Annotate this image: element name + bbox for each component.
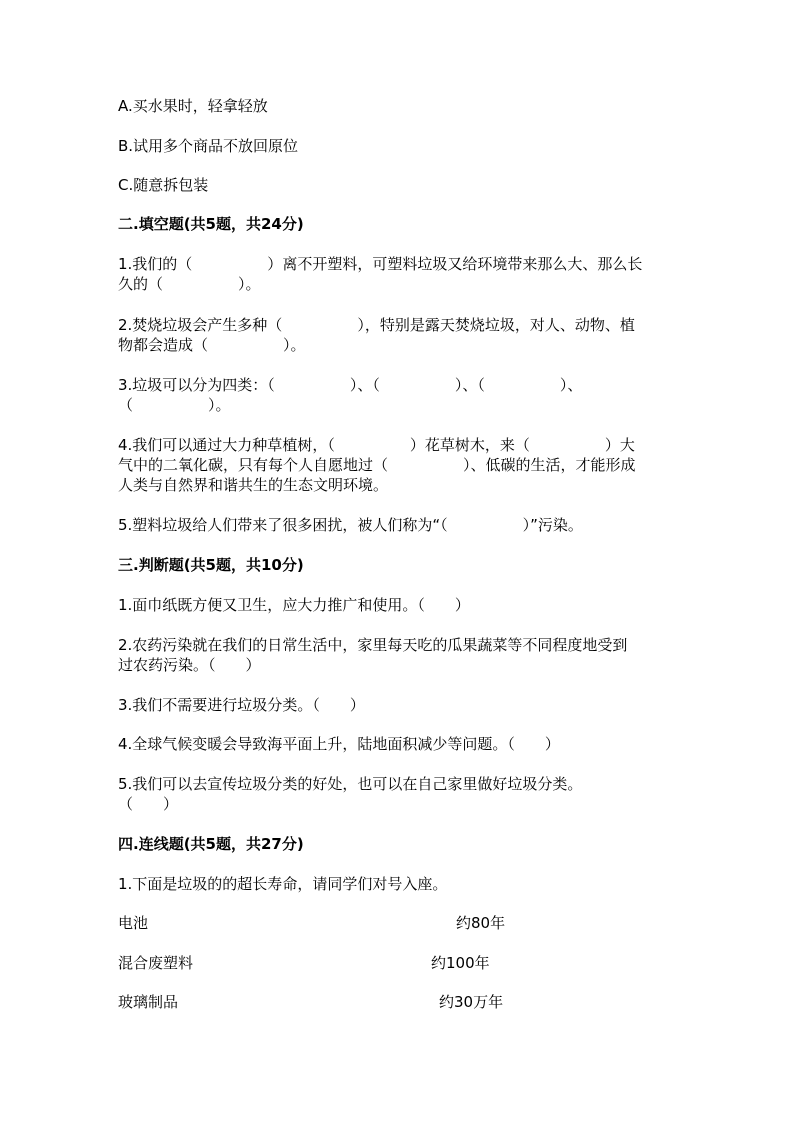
tf-question-3-line-1: 3.我们不需要进行垃圾分类。（ ） xyxy=(118,696,365,714)
tf-question-2-line-2: 过农药污染。（ ） xyxy=(118,656,261,674)
fill-question-1-line-2: 久的（ ）。 xyxy=(118,275,261,293)
option-a: A.买水果时，轻拿轻放 xyxy=(118,97,268,115)
matching-question-1: 1.下面是垃圾的的超长寿命，请同学们对号入座。 xyxy=(118,875,448,893)
matching-item-left: 玻璃制品 xyxy=(118,993,179,1011)
section-heading-fill-blank: 二.填空题(共5题，共24分) xyxy=(118,215,304,233)
option-b: B.试用多个商品不放回原位 xyxy=(118,137,299,155)
section-heading-matching: 四.连线题(共5题，共27分) xyxy=(118,835,304,853)
fill-question-2-line-1: 2.焚烧垃圾会产生多种（ ），特别是露天焚烧垃圾，对人、动物、植 xyxy=(118,316,635,334)
fill-question-2-line-2: 物都会造成（ ）。 xyxy=(118,336,306,354)
tf-question-4-line-1: 4.全球气候变暖会导致海平面上升，陆地面积减少等问题。（ ） xyxy=(118,735,560,753)
matching-item-right: 约100年 xyxy=(431,954,490,972)
matching-item-left: 混合废塑料 xyxy=(118,954,194,972)
fill-question-4-line-1: 4.我们可以通过大力种草植树，（ ）花草树木，来（ ）大 xyxy=(118,436,635,454)
tf-question-1-line-1: 1.面巾纸既方便又卫生，应大力推广和使用。（ ） xyxy=(118,596,470,614)
tf-question-2-line-1: 2.农药污染就在我们的日常生活中，家里每天吃的瓜果蔬菜等不同程度地受到 xyxy=(118,636,628,654)
fill-question-3-line-1: 3.垃圾可以分为四类：（ ）、（ ）、（ ）、 xyxy=(118,376,583,394)
fill-question-4-line-2: 气中的二氧化碳，只有每个人自愿地过（ ）、低碳的生活，才能形成 xyxy=(118,456,636,474)
fill-question-4-line-3: 人类与自然界和谐共生的生态文明环境。 xyxy=(118,476,389,494)
matching-row-3 xyxy=(118,992,678,1012)
option-c: C.随意拆包装 xyxy=(118,176,209,194)
matching-item-left: 电池 xyxy=(118,914,149,932)
matching-row-1 xyxy=(118,913,678,933)
fill-question-5-line-1: 5.塑料垃圾给人们带来了很多困扰，被人们称为“（ ）”污染。 xyxy=(118,516,583,534)
section-heading-true-false: 三.判断题(共5题，共10分) xyxy=(118,556,304,574)
matching-item-right: 约30万年 xyxy=(439,993,504,1011)
fill-question-3-line-2: （ ）。 xyxy=(118,396,231,414)
tf-question-5-line-1: 5.我们可以去宣传垃圾分类的好处，也可以在自己家里做好垃圾分类。 xyxy=(118,775,583,793)
fill-question-1-line-1: 1.我们的（ ）离不开塑料，可塑料垃圾又给环境带来那么大、那么长 xyxy=(118,255,643,273)
matching-row-2 xyxy=(118,953,678,973)
tf-question-5-line-2: （ ） xyxy=(118,795,179,813)
matching-item-right: 约80年 xyxy=(456,914,506,932)
